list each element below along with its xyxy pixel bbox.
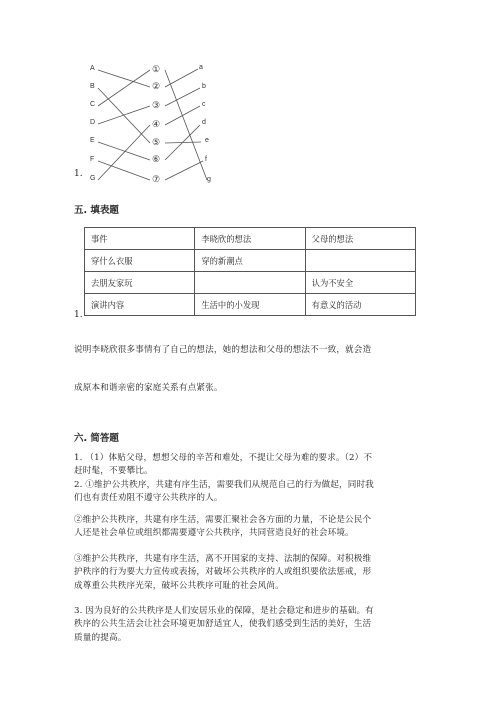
table-cell: 事件 <box>85 228 195 250</box>
section5-title: 五. 填表题 <box>74 205 119 216</box>
table-cell: 穿什么衣服 <box>85 250 195 272</box>
section6-title: 六. 简答题 <box>74 433 119 444</box>
match-line-4 <box>165 106 200 125</box>
paragraph-line: 1. （1）体贴父母，想想父母的辛苦和难处，不提让父母为难的要求。（2）不 <box>74 453 373 463</box>
table-cell: 认为不安全 <box>305 272 415 294</box>
right-item-d: d <box>202 119 206 126</box>
paragraph-line: 成尊重公共秩序光荣，破坏公共秩序可耻的社会风尚。 <box>74 580 284 591</box>
right-item-b: b <box>202 83 206 90</box>
match-line-b <box>98 88 150 143</box>
answer-paragraph-3 <box>74 514 371 541</box>
matching-question-number: 1. <box>74 169 83 179</box>
paragraph-line: 3. 因为良好的公共秩序是人们安居乐业的保障，是社会稳定和进步的基础。有 <box>74 606 374 616</box>
table-cell: 生活中的小发现 <box>195 294 305 316</box>
left-item-a: A <box>90 65 95 72</box>
paragraph-line: 赶时髦，不要攀比。 <box>74 466 153 477</box>
match-line-d <box>98 106 150 124</box>
match-line-a <box>98 70 150 87</box>
table-cell: 李晓欣的想法 <box>195 228 305 250</box>
left-item-d: D <box>90 119 96 126</box>
right-item-a: a <box>199 64 203 71</box>
left-item-c: C <box>90 101 96 108</box>
left-item-g: G <box>90 175 96 182</box>
match-line-1 <box>165 70 207 180</box>
match-line-c <box>98 70 150 106</box>
match-line-7 <box>165 161 203 180</box>
answer-paragraph-5 <box>74 605 374 645</box>
paragraph-line: 们也有责任劝阻不遵守公共秩序的人。 <box>74 493 223 504</box>
table-cell: 有意义的活动 <box>305 294 415 316</box>
answer-line-1: 说明李晓欣很多事情有了自己的想法，她的想法和父母的想法不一致，就会造 <box>74 345 372 355</box>
table-cell: 穿的新潮点 <box>195 250 305 272</box>
answer-paragraph-4 <box>74 553 371 593</box>
middle-item-2: ② <box>152 81 161 91</box>
table-row <box>85 250 416 272</box>
middle-item-3: ③ <box>152 100 161 110</box>
middle-item-7: ⑦ <box>152 174 161 184</box>
paragraph-line: ③维护公共秩序，共建有序生活，离不开国家的支持、法制的保障。对积极维 <box>74 554 372 564</box>
fill-question-number: 1. <box>74 310 83 320</box>
paragraph-line: 2. ①维护公共秩序，共建有序生活，需要我们从规范自己的行为做起，同时我 <box>74 480 374 490</box>
right-item-g: g <box>207 176 211 183</box>
paragraph-line: ②维护公共秩序，共建有序生活，需要汇聚社会各方面的力量，不论是公民个 <box>74 515 372 525</box>
paragraph-line: 人还是社会单位或组织都需要遵守公共秩序，共同营造良好的社会环境。 <box>74 528 354 539</box>
right-item-c: c <box>202 101 206 108</box>
paragraph-line: 质量的提高。 <box>74 632 127 643</box>
answer-paragraph-1 <box>74 452 372 479</box>
middle-item-6: ⑥ <box>152 154 161 164</box>
right-item-e: e <box>205 137 209 144</box>
paragraph-line: 秩序的公共生活会让社会环境更加舒适宜人，使我们感受到生活的美好，生活 <box>74 619 372 630</box>
match-line-g <box>98 125 150 180</box>
left-item-f: F <box>90 156 95 163</box>
table-cell <box>195 272 305 294</box>
middle-item-1: ① <box>152 64 161 74</box>
fill-table <box>84 227 416 316</box>
table-cell: 演讲内容 <box>85 294 195 316</box>
right-item-f: f <box>205 156 207 163</box>
match-line-2 <box>165 69 198 87</box>
table-cell: 去朋友家玩 <box>85 272 195 294</box>
left-item-b: B <box>90 83 95 90</box>
table-cell <box>305 250 415 272</box>
middle-item-4: ④ <box>152 119 161 129</box>
middle-item-5: ⑤ <box>152 137 161 147</box>
match-line-e <box>98 142 150 160</box>
answer-line-2: 成原本和谐亲密的家庭关系有点紧张。 <box>74 383 223 393</box>
match-line-f <box>98 161 150 180</box>
table-cell: 父母的想法 <box>305 228 415 250</box>
match-line-3 <box>165 88 200 106</box>
table-row <box>85 272 416 294</box>
paragraph-line: 护秩序的行为要大力宣传或表扬，对破坏公共秩序的人或组织要依法惩戒，形 <box>74 567 372 578</box>
table-row <box>85 228 416 250</box>
left-item-e: E <box>90 137 95 144</box>
table-row <box>85 294 416 316</box>
answer-paragraph-2 <box>74 479 374 506</box>
